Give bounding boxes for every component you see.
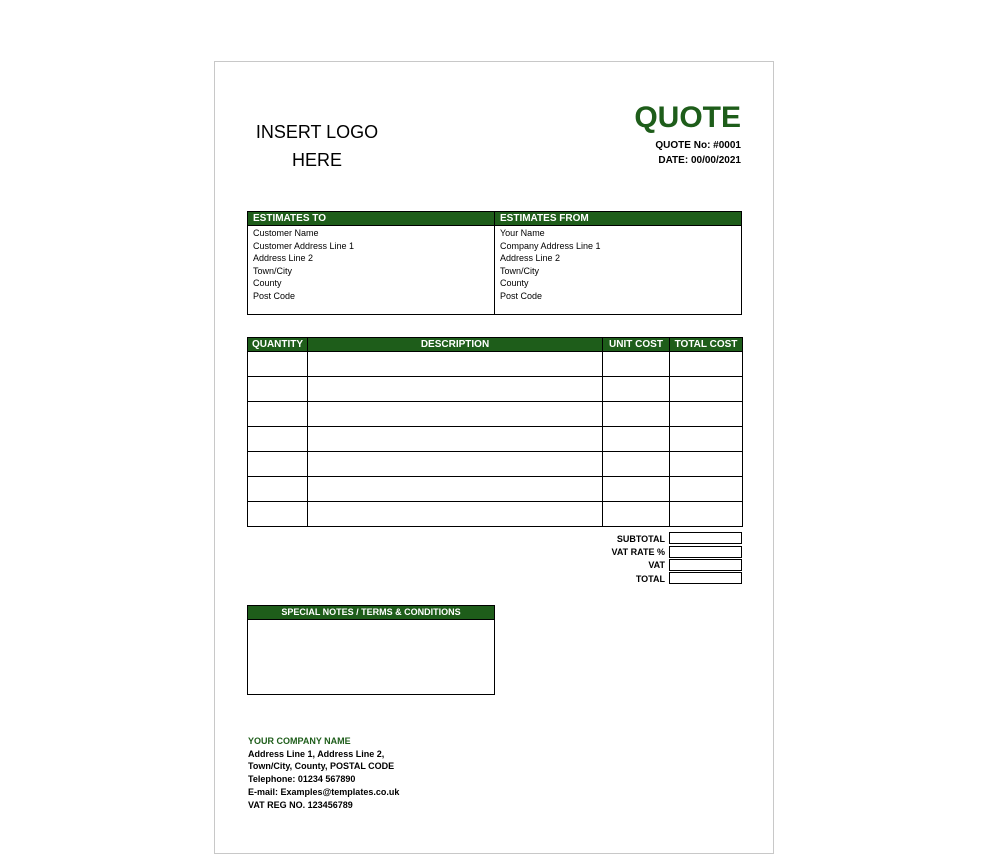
table-row bbox=[248, 502, 743, 527]
estimates-section bbox=[247, 211, 742, 315]
total-cost-cell[interactable] bbox=[670, 452, 743, 477]
quantity-cell[interactable] bbox=[248, 377, 308, 402]
estimates-from-line: Address Line 2 bbox=[500, 253, 561, 264]
estimates-from-heading: ESTIMATES FROM bbox=[495, 212, 741, 226]
line-items-table bbox=[247, 337, 743, 527]
description-cell[interactable] bbox=[308, 452, 603, 477]
company-email: E-mail: Examples@templates.co.uk bbox=[248, 786, 400, 797]
vat-row bbox=[570, 559, 742, 572]
description-cell[interactable] bbox=[308, 427, 603, 452]
estimates-to-line: Town/City bbox=[253, 265, 293, 276]
estimates-to-line: Customer Address Line 1 bbox=[253, 240, 355, 251]
vat-label: VAT bbox=[648, 560, 665, 571]
company-details bbox=[248, 735, 399, 811]
total-row bbox=[570, 572, 742, 585]
logo-line-2: HERE bbox=[291, 150, 342, 170]
subtotal-label: SUBTOTAL bbox=[616, 533, 665, 544]
table-header-row bbox=[248, 338, 743, 352]
column-unit-cost: UNIT COST bbox=[603, 338, 670, 352]
estimates-to-line: Address Line 2 bbox=[253, 253, 314, 264]
description-cell[interactable] bbox=[308, 352, 603, 377]
logo-line-1: INSERT LOGO bbox=[255, 122, 379, 142]
subtotal-row bbox=[570, 532, 742, 545]
subtotal-cell[interactable] bbox=[669, 532, 742, 544]
table-row bbox=[248, 352, 743, 377]
unit-cost-cell[interactable] bbox=[603, 352, 670, 377]
company-telephone: Telephone: 01234 567890 bbox=[248, 774, 356, 785]
description-cell[interactable] bbox=[308, 502, 603, 527]
table-row bbox=[248, 477, 743, 502]
estimates-from-line: Town/City bbox=[500, 265, 540, 276]
vat-rate-label: VAT RATE % bbox=[611, 547, 665, 558]
estimates-from-line: County bbox=[500, 278, 529, 289]
table-row bbox=[248, 452, 743, 477]
quote-date: DATE: 00/00/2021 bbox=[658, 155, 741, 166]
total-cost-cell[interactable] bbox=[670, 402, 743, 427]
unit-cost-cell[interactable] bbox=[603, 402, 670, 427]
unit-cost-cell[interactable] bbox=[603, 477, 670, 502]
total-label: TOTAL bbox=[635, 573, 665, 584]
company-vat-reg: VAT REG NO. 123456789 bbox=[248, 799, 353, 810]
estimates-from bbox=[494, 212, 741, 314]
quote-header bbox=[634, 98, 741, 168]
totals-section bbox=[570, 532, 742, 586]
quantity-cell[interactable] bbox=[248, 402, 308, 427]
notes-box[interactable] bbox=[247, 605, 495, 695]
description-cell[interactable] bbox=[308, 477, 603, 502]
total-cost-cell[interactable] bbox=[670, 502, 743, 527]
quote-number: QUOTE No: #0001 bbox=[655, 140, 741, 151]
table-row bbox=[248, 427, 743, 452]
estimates-from-line: Company Address Line 1 bbox=[500, 240, 601, 251]
quantity-cell[interactable] bbox=[248, 477, 308, 502]
quantity-cell[interactable] bbox=[248, 502, 308, 527]
unit-cost-cell[interactable] bbox=[603, 452, 670, 477]
vat-cell[interactable] bbox=[669, 559, 742, 571]
estimates-from-line: Your Name bbox=[500, 228, 545, 238]
estimates-to-line: County bbox=[253, 278, 282, 289]
total-cost-cell[interactable] bbox=[670, 377, 743, 402]
company-name: YOUR COMPANY NAME bbox=[248, 736, 351, 746]
column-description: DESCRIPTION bbox=[308, 338, 603, 352]
total-cost-cell[interactable] bbox=[670, 352, 743, 377]
notes-heading: SPECIAL NOTES / TERMS & CONDITIONS bbox=[248, 606, 494, 620]
estimates-to-heading: ESTIMATES TO bbox=[248, 212, 494, 226]
estimates-to bbox=[248, 212, 494, 314]
company-address-line: Address Line 1, Address Line 2, bbox=[248, 748, 385, 759]
quantity-cell[interactable] bbox=[248, 452, 308, 477]
table-row bbox=[248, 402, 743, 427]
company-address-line: Town/City, County, POSTAL CODE bbox=[248, 761, 395, 772]
unit-cost-cell[interactable] bbox=[603, 502, 670, 527]
estimates-to-line: Post Code bbox=[253, 290, 296, 301]
column-total-cost: TOTAL COST bbox=[670, 338, 743, 352]
estimates-to-line: Customer Name bbox=[253, 228, 319, 238]
estimates-from-line: Post Code bbox=[500, 290, 543, 301]
vat-rate-cell[interactable] bbox=[669, 546, 742, 558]
page-title: QUOTE bbox=[634, 101, 741, 134]
quantity-cell[interactable] bbox=[248, 427, 308, 452]
description-cell[interactable] bbox=[308, 377, 603, 402]
logo-placeholder bbox=[247, 118, 387, 174]
total-cost-cell[interactable] bbox=[670, 477, 743, 502]
total-cell[interactable] bbox=[669, 572, 742, 584]
unit-cost-cell[interactable] bbox=[603, 427, 670, 452]
vat-rate-row bbox=[570, 545, 742, 558]
unit-cost-cell[interactable] bbox=[603, 377, 670, 402]
description-cell[interactable] bbox=[308, 402, 603, 427]
quote-document bbox=[214, 61, 774, 854]
table-row bbox=[248, 377, 743, 402]
column-quantity: QUANTITY bbox=[248, 338, 308, 352]
quantity-cell[interactable] bbox=[248, 352, 308, 377]
total-cost-cell[interactable] bbox=[670, 427, 743, 452]
